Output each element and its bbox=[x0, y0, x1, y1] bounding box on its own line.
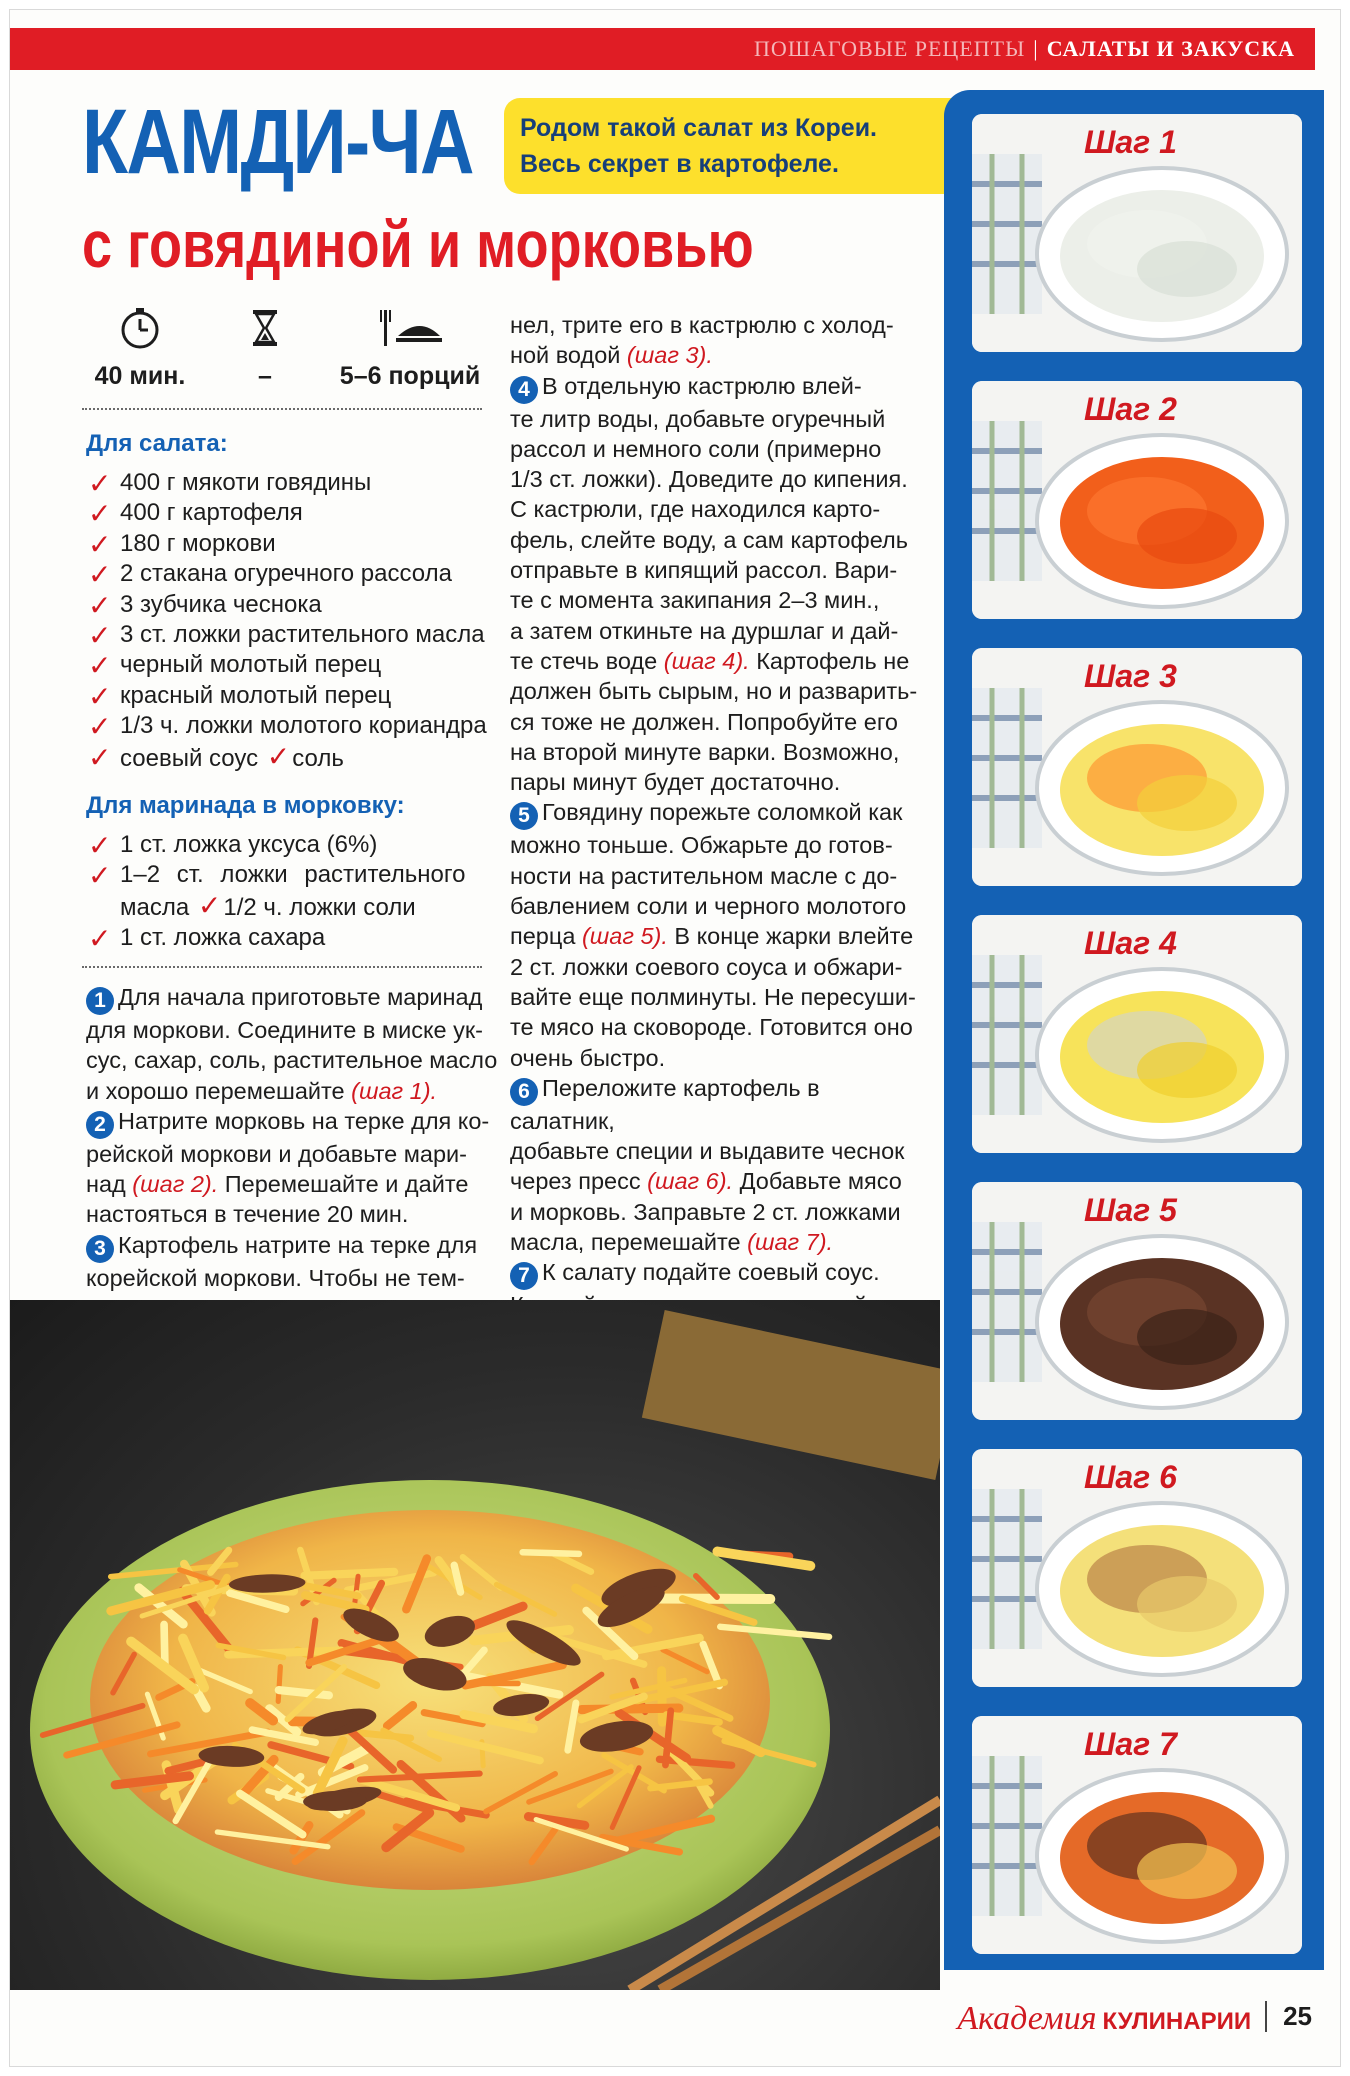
dish-photo bbox=[10, 1300, 940, 1990]
salad-ingredients-list bbox=[88, 468, 487, 742]
step-photo-1 bbox=[972, 114, 1302, 352]
servings-meta: 5–6 порций bbox=[330, 306, 490, 391]
list-item: ✓ черный молотый перец bbox=[88, 650, 382, 682]
instruction-step-6: 6 Переложите картофель в салатник, добавьте специи и выдавите чеснок через пресс (шаг 6). Добавьте мясо и морковь. Заправьте 2 ст. ложками масла, перемешайте (шаг 7). bbox=[510, 1074, 905, 1256]
instruction-step-5: 5 Говядину порежьте соломкой как можно тоньше. Обжарьте до готов- ности на растительном масле с до- бавлением соли и черного молотого перца (шаг 5). В конце жарки влейте 2 ст. ложки соевого соуса и обжари- вайте еще полминуты. Не пересуши- те мясо на сковороде. Готовится оно очень быстро. bbox=[510, 799, 916, 1071]
recipe-subtitle: с говядиной и морковью bbox=[82, 207, 754, 281]
salad-bowl-illustration bbox=[10, 1300, 940, 1990]
list-item: ✓ 3 ст. ложки растительного масла bbox=[88, 620, 485, 652]
step-photo-label: Шаг 7 bbox=[1084, 1726, 1177, 1762]
list-item: ✓ соевый соус ✓соль bbox=[88, 741, 344, 773]
header-ribbon bbox=[10, 28, 1315, 70]
step-photo-2 bbox=[972, 381, 1302, 619]
instruction-step-7: 7 К салату подайте соевый соус. bbox=[510, 1257, 930, 1320]
list-item: масла ✓1/2 ч. ложки соли bbox=[120, 889, 416, 921]
footer bbox=[957, 2000, 1312, 2050]
instructions-left bbox=[86, 982, 506, 1293]
list-item: ✓ 400 г мякоти говядины bbox=[88, 468, 372, 499]
list-item: ✓ 2 стакана огуречного рассола bbox=[88, 559, 452, 591]
divider bbox=[82, 408, 482, 410]
step-photo-label: Шаг 2 bbox=[1084, 391, 1177, 427]
magazine-page bbox=[10, 10, 1340, 2066]
marinade-ingredients-title: Для маринада в морковку: bbox=[86, 792, 405, 819]
brand-logo: Академия КУЛИНАРИИ bbox=[957, 2000, 1252, 2037]
step-photo-label: Шаг 1 bbox=[1084, 124, 1177, 160]
page-number: 25 bbox=[1265, 2001, 1312, 2032]
list-item: ✓ 1/3 ч. ложки молотого кориандра bbox=[88, 711, 487, 743]
list-item: ✓ 1–2 ст. ложки растительного bbox=[88, 860, 466, 892]
step-photo-4 bbox=[972, 915, 1302, 1153]
instruction-step-3-cont: нел, трите его в кастрюлю с холод- ной водой (шаг 3). bbox=[510, 312, 894, 369]
recipe-title: КАМДИ-ЧА bbox=[82, 91, 473, 193]
instruction-step-4: 4 В отдельную кастрюлю влей- те литр воды, добавьте огуречный рассол и немного соли (примерно 1/3 ст. ложки). Доведите до кипения. С кастрюли, где находился карто- фель, слейте воду, а сам картофель отправьте в кипящий рассол. Вари- те с момента закипания 2–3 мин., а затем откиньте на дуршлаг и дай- те стечь воде (шаг 4). Картофель не должен быть сырым, но и разварить- ся тоже не должен. Попробуйте его на второй минуте варки. Возможно, пары минут будет достаточно. bbox=[510, 372, 918, 796]
instruction-step-1: 1 Для начала приготовьте маринад для моркови. Соедините в миске ук- сус, сахар, соль, растительное масло и хорошо перемешайте (шаг 1). bbox=[86, 984, 498, 1104]
list-item: ✓ 3 зубчика чеснока bbox=[88, 589, 322, 621]
section-right: САЛАТЫ И ЗАКУСКА bbox=[1046, 36, 1295, 61]
list-item: ✓ 400 г картофеля bbox=[88, 498, 303, 530]
section-breadcrumb: ПОШАГОВЫЕ РЕЦЕПТЫ | САЛАТЫ И ЗАКУСКА bbox=[754, 36, 1295, 61]
marinade-ingredients-list bbox=[88, 830, 465, 954]
step-photo-3 bbox=[972, 648, 1302, 886]
step-photo-6 bbox=[972, 1449, 1302, 1687]
plate-icon bbox=[378, 306, 442, 350]
instructions-right bbox=[510, 310, 930, 1321]
time-meta: 40 мин. bbox=[90, 306, 190, 391]
step-photo-label: Шаг 6 bbox=[1084, 1459, 1177, 1495]
section-left: ПОШАГОВЫЕ РЕЦЕПТЫ bbox=[754, 36, 1026, 61]
step-photo-5 bbox=[972, 1182, 1302, 1420]
instruction-step-2: 2 Натрите морковь на терке для ко- рейской моркови и добавьте мари- над (шаг 2). Перемешайте и дайте настояться в течение 20 мин. bbox=[86, 1107, 490, 1228]
step-photos-panel bbox=[944, 90, 1324, 1970]
difficulty-meta: – bbox=[240, 306, 290, 391]
instruction-step-3: 3 Картофель натрите на терке для корейской моркови. Чтобы не тем- bbox=[86, 1231, 478, 1291]
step-photo-label: Шаг 4 bbox=[1084, 925, 1177, 961]
salad-ingredients-last bbox=[88, 742, 344, 774]
divider bbox=[82, 966, 482, 968]
list-item: ✓ 1 ст. ложка уксуса (6%) bbox=[88, 830, 378, 861]
salad-ingredients-title: Для салата: bbox=[86, 430, 228, 457]
step-photo-label: Шаг 5 bbox=[1084, 1192, 1177, 1228]
step-photo-7 bbox=[972, 1716, 1302, 1954]
clock-icon bbox=[118, 306, 162, 350]
list-item: ✓ 180 г моркови bbox=[88, 528, 276, 560]
list-item: ✓ красный молотый перец bbox=[88, 680, 392, 712]
list-item: ✓ 1 ст. ложка сахара bbox=[88, 923, 326, 955]
hourglass-icon bbox=[250, 306, 280, 350]
step-photo-label: Шаг 3 bbox=[1084, 658, 1177, 694]
intro-callout: Родом такой салат из Кореи. Весь секрет в картофеле. bbox=[504, 98, 956, 194]
